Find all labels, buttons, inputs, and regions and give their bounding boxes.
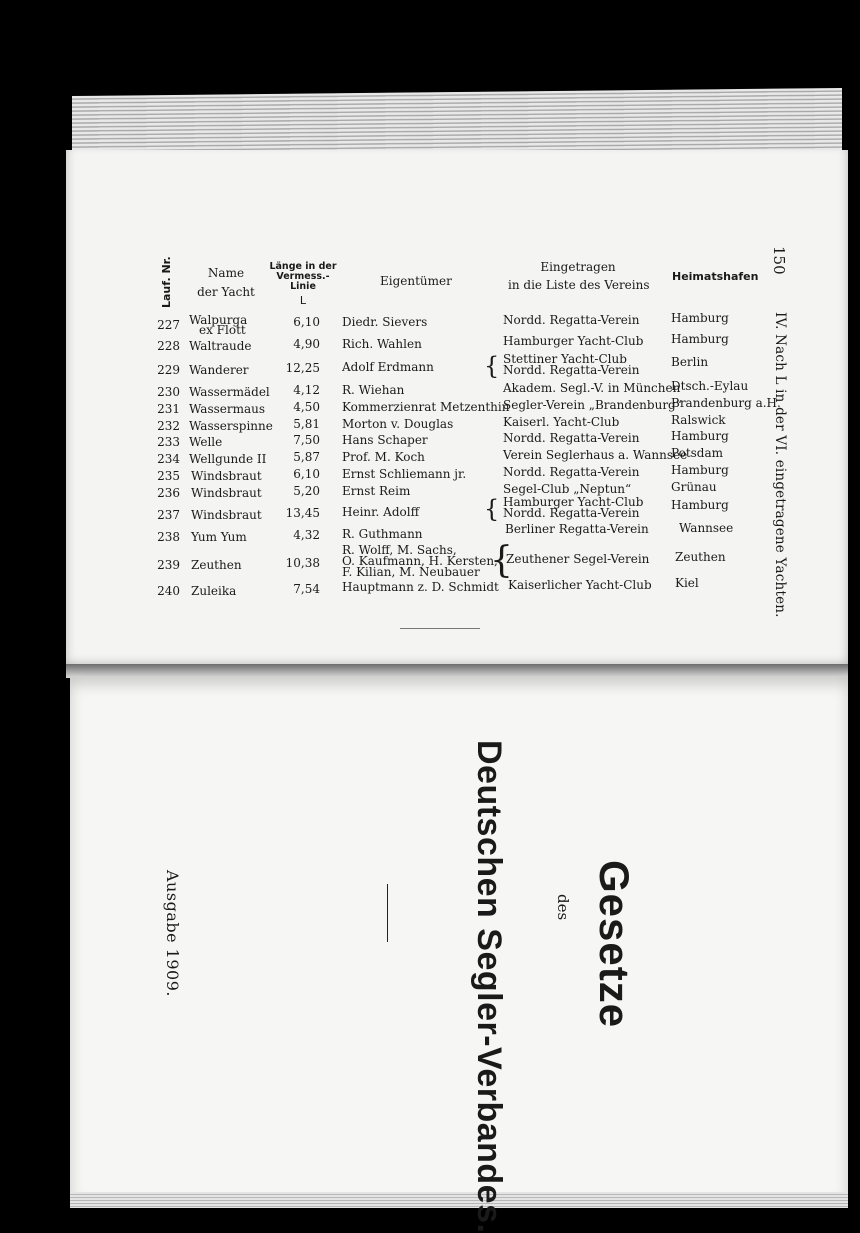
title-rule <box>387 884 388 942</box>
title-gesetze: Gesetze <box>591 860 638 1029</box>
row-name: Wassermädel <box>189 385 270 399</box>
row-hafen: Hamburg <box>671 332 729 346</box>
row-owner: Prof. M. Koch <box>342 450 425 464</box>
running-head: IV. Nach L in der VI. eingetragene Yachten. <box>772 312 788 618</box>
row-length: 5,20 <box>293 484 320 498</box>
row-verein: Berliner Regatta-Verein <box>505 522 649 536</box>
row-length: 4,50 <box>293 400 320 414</box>
header-length-line4: L <box>299 294 307 307</box>
row-verein-2: Nordd. Regatta-Verein <box>503 506 640 520</box>
row-hafen: Zeuthen <box>675 550 726 564</box>
row-hafen: Hamburg <box>671 311 729 325</box>
row-hafen: Hamburg <box>671 463 729 477</box>
row-verein: Segel-Club „Neptun“ <box>503 482 632 496</box>
row-verein: Segler-Verein „Brandenburg“ <box>503 398 682 412</box>
row-owner: Kommerzienrat Metzenthin <box>342 400 510 414</box>
row-owner: Hans Schaper <box>342 433 428 447</box>
row-name: Welle <box>189 435 223 449</box>
row-verein: Kaiserlicher Yacht-Club <box>508 578 652 592</box>
row-hafen: Berlin <box>671 355 709 369</box>
page-number: 150 <box>770 246 788 275</box>
row-nr: 235 <box>157 469 180 483</box>
row-verein: Verein Seglerhaus a. Wannsee <box>503 448 688 462</box>
header-name-line2: der Yacht <box>197 285 255 299</box>
row-name: Windsbraut <box>191 469 262 483</box>
row-verein: Nordd. Regatta-Verein <box>503 465 640 479</box>
row-owner: Ernst Schliemann jr. <box>342 467 467 481</box>
brace-icon: { <box>484 352 500 380</box>
row-name: Wassermaus <box>189 402 266 416</box>
row-nr: 233 <box>157 435 180 449</box>
header-length-line1: Länge in der <box>269 261 337 272</box>
row-length: 4,12 <box>293 383 320 397</box>
row-owner: Morton v. Douglas <box>342 417 454 431</box>
row-name: Zuleika <box>191 584 237 598</box>
row-nr: 232 <box>157 419 180 433</box>
row-owner: Hauptmann z. D. Schmidt <box>342 580 499 594</box>
row-length: 6,10 <box>293 467 320 481</box>
row-verein: Nordd. Regatta-Verein <box>503 431 640 445</box>
row-owner: Rich. Wahlen <box>342 337 422 351</box>
row-owner: Heinr. Adolff <box>342 505 420 519</box>
title-subtitle: Deutschen Segler-Verbandes. <box>470 740 508 1233</box>
row-name: Walpurga <box>189 313 248 327</box>
row-nr: 228 <box>157 339 180 353</box>
row-owner: R. Guthmann <box>342 527 423 541</box>
title-des: des <box>554 894 572 921</box>
row-nr: 236 <box>157 486 180 500</box>
row-name: Wellgunde II <box>189 452 267 466</box>
row-verein: Stettiner Yacht-Club <box>503 352 627 366</box>
row-owner: R. Wiehan <box>342 383 405 397</box>
row-length: 5,81 <box>293 417 320 431</box>
row-nr: 231 <box>157 402 180 416</box>
row-nr: 227 <box>157 318 180 332</box>
row-name: Zeuthen <box>191 558 242 572</box>
header-verein-line2: in die Liste des Vereins <box>508 278 650 292</box>
row-name: Yum Yum <box>191 530 247 544</box>
bottom-page-edges <box>70 1192 848 1208</box>
row-hafen: Potsdam <box>671 446 724 460</box>
row-verein: Zeuthener Segel-Verein <box>506 552 650 566</box>
section-divider <box>400 628 480 629</box>
row-name: Windsbraut <box>191 486 262 500</box>
row-verein: Kaiserl. Yacht-Club <box>503 415 620 429</box>
row-verein-2: Nordd. Regatta-Verein <box>503 363 640 377</box>
header-name <box>196 266 256 299</box>
header-length-line3: Linie <box>290 281 316 292</box>
header-owner: Eigentümer <box>380 274 452 288</box>
row-name: Wasserspinne <box>189 419 273 433</box>
brace-icon: { <box>490 540 513 581</box>
row-hafen: Hamburg <box>671 498 729 512</box>
bottom-page <box>70 676 848 1196</box>
row-nr: 238 <box>157 530 180 544</box>
row-hafen: Dtsch.-Eylau <box>671 379 749 393</box>
brace-icon: { <box>484 495 500 523</box>
row-owner: Diedr. Sievers <box>342 315 428 329</box>
header-verein-line1: Eingetragen <box>540 260 616 274</box>
row-owner: R. Wolff, M. Sachs, <box>342 543 457 557</box>
row-nr: 239 <box>157 558 180 572</box>
row-hafen: Wannsee <box>679 521 734 535</box>
row-owner: Ernst Reim <box>342 484 411 498</box>
header-lauf-nr: Lauf. Nr. <box>160 256 173 308</box>
row-hafen: Ralswick <box>671 413 726 427</box>
row-length: 7,50 <box>293 433 320 447</box>
row-nr: 229 <box>157 363 180 377</box>
row-length: 5,87 <box>293 450 320 464</box>
header-name-line1: Name <box>207 266 245 280</box>
row-length: 4,90 <box>293 337 320 351</box>
header-length-line2: Vermess.- <box>276 271 330 282</box>
title-edition: Ausgabe 1909. <box>163 870 182 997</box>
row-hafen: Grünau <box>671 480 717 494</box>
header-length <box>268 262 338 306</box>
row-nr: 240 <box>157 584 180 598</box>
row-owner-2: O. Kaufmann, H. Kersten, <box>342 554 498 568</box>
row-owner-3: F. Kilian, M. Neubauer <box>342 565 480 579</box>
row-length: 6,10 <box>293 315 320 329</box>
row-nr: 237 <box>157 508 180 522</box>
header-hafen: Heimatshafen <box>672 270 759 283</box>
row-name: Waltraude <box>189 339 252 353</box>
row-owner: Adolf Erdmann <box>342 360 434 374</box>
row-nr: 234 <box>157 452 180 466</box>
row-nr: 230 <box>157 385 180 399</box>
header-verein <box>508 260 648 292</box>
row-verein: Hamburger Yacht-Club <box>503 495 644 509</box>
row-name: Windsbraut <box>191 508 262 522</box>
row-verein: Akadem. Segl.-V. in München <box>503 381 681 395</box>
row-verein: Nordd. Regatta-Verein <box>503 313 640 327</box>
row-name: Wanderer <box>189 363 249 377</box>
row-hafen: Brandenburg a.H. <box>671 396 781 410</box>
row-hafen: Kiel <box>675 576 699 590</box>
row-length: 12,25 <box>285 361 320 375</box>
row-length: 13,45 <box>285 506 320 520</box>
row-verein: Hamburger Yacht-Club <box>503 334 644 348</box>
row-hafen: Hamburg <box>671 429 729 443</box>
row-length: 7,54 <box>293 582 320 596</box>
row-length: 10,38 <box>285 556 320 570</box>
row-length: 4,32 <box>293 528 320 542</box>
row-name-2: ex Flott <box>199 323 246 337</box>
